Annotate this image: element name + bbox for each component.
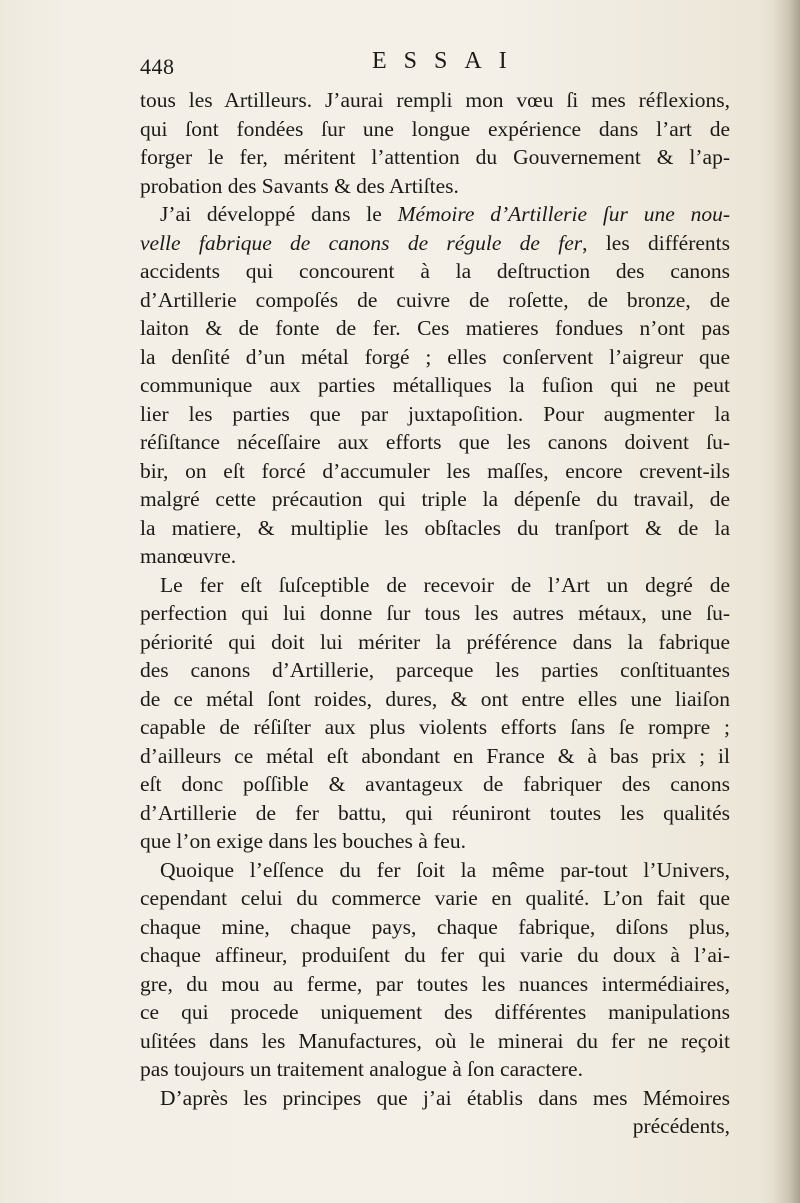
page-number: 448 bbox=[140, 54, 175, 79]
text-line-with-title bbox=[140, 229, 730, 258]
catchword-line: précédents, bbox=[632, 1114, 730, 1138]
italic-title: velle fabrique de canons de régule de fer bbox=[140, 230, 583, 255]
page-header bbox=[140, 46, 700, 86]
text-line: Quoique l’eſſence du fer ſoit la même par-tout l’Univers, bbox=[160, 857, 730, 882]
text-line: tous les Artilleurs. J’aurai rempli mon vœu ſi mes réflexions, bbox=[140, 88, 730, 112]
text-line-with-title bbox=[140, 200, 730, 229]
text-line: malgré cette précaution qui triple la dépenſe du travail, de bbox=[140, 487, 730, 511]
text-line: des canons d’Artillerie, parceque les parties conſtituantes bbox=[140, 658, 730, 682]
text-line: pas toujours un traitement analogue à ſon caractere. bbox=[140, 1057, 583, 1081]
text-line: manœuvre. bbox=[140, 544, 237, 568]
text-line: forger le fer, méritent l’attention du Gouvernement & l’ap- bbox=[140, 145, 730, 169]
text-line: réſiſtance néceſſaire aux efforts que les canons doivent ſu- bbox=[140, 430, 730, 454]
text-line: D’après les principes que j’ai établis dans mes Mémoires bbox=[160, 1085, 730, 1110]
text-line: qui ſont fondées ſur une longue expérience dans l’art de bbox=[140, 116, 730, 141]
text-span: , les différents bbox=[582, 230, 731, 255]
text-line: cependant celui du commerce varie en qualité. L’on fait que bbox=[140, 886, 730, 910]
text-line: d’ailleurs ce métal eſt abondant en France & à bas prix ; il bbox=[140, 743, 730, 768]
text-line: chaque affineur, produiſent du fer qui varie du doux à l’ai- bbox=[140, 943, 730, 967]
text-line: lier les parties que par juxtapoſition. Pour augmenter la bbox=[140, 401, 730, 426]
text-line: d’Artillerie de fer battu, qui réuniront toutes les qualités bbox=[140, 800, 730, 825]
text-line: Le fer eſt ſuſceptible de recevoir de l’Art un degré de bbox=[160, 572, 730, 597]
text-line: ce qui procede uniquement des différentes manipulations bbox=[140, 1000, 730, 1024]
text-line: communique aux parties métalliques la fuſion qui ne peut bbox=[140, 373, 730, 397]
text-line: la denſité d’un métal forgé ; elles conſervent l’aigreur que bbox=[140, 344, 730, 369]
text-line: laiton & de fonte de fer. Ces matieres fondues n’ont pas bbox=[140, 316, 730, 340]
text-line: que l’on exige dans les bouches à feu. bbox=[140, 829, 466, 853]
running-head: ESSAI bbox=[372, 48, 524, 74]
text-line: d’Artillerie compoſés de cuivre de roſette, de bronze, de bbox=[140, 287, 730, 312]
body-text bbox=[140, 86, 730, 1141]
text-line: bir, on eſt forcé d’accumuler les maſſes, encore crevent-ils bbox=[140, 458, 730, 483]
text-line: accidents qui concourent à la deſtruction des canons bbox=[140, 259, 730, 283]
text-line: chaque mine, chaque pays, chaque fabrique, diſons plus, bbox=[140, 914, 730, 939]
text-line: de ce métal ſont roides, dures, & ont entre elles une liaiſon bbox=[140, 686, 730, 711]
text-line: périorité qui doit lui mériter la préférence dans la fabrique bbox=[140, 629, 730, 654]
text-line: capable de réſiſter aux plus violents efforts ſans ſe rompre ; bbox=[140, 715, 730, 739]
text-line: uſitées dans les Manufactures, où le minerai du fer ne reçoit bbox=[140, 1028, 730, 1053]
text-span: J’ai développé dans le bbox=[160, 202, 382, 226]
page-edge-shadow bbox=[774, 0, 800, 1203]
text-line: eſt donc poſſible & avantageux de fabriquer des canons bbox=[140, 772, 730, 796]
text-line: gre, du mou au ferme, par toutes les nuances intermédiaires, bbox=[140, 971, 730, 996]
text-line: la matiere, & multiplie les obſtacles du tranſport & de la bbox=[140, 515, 730, 540]
italic-title: Mémoire d’Artillerie ſur une nou- bbox=[397, 202, 730, 226]
text-line: perfection qui lui donne ſur tous les autres métaux, une ſu- bbox=[140, 601, 730, 625]
text-line: probation des Savants & des Artiſtes. bbox=[140, 173, 459, 198]
